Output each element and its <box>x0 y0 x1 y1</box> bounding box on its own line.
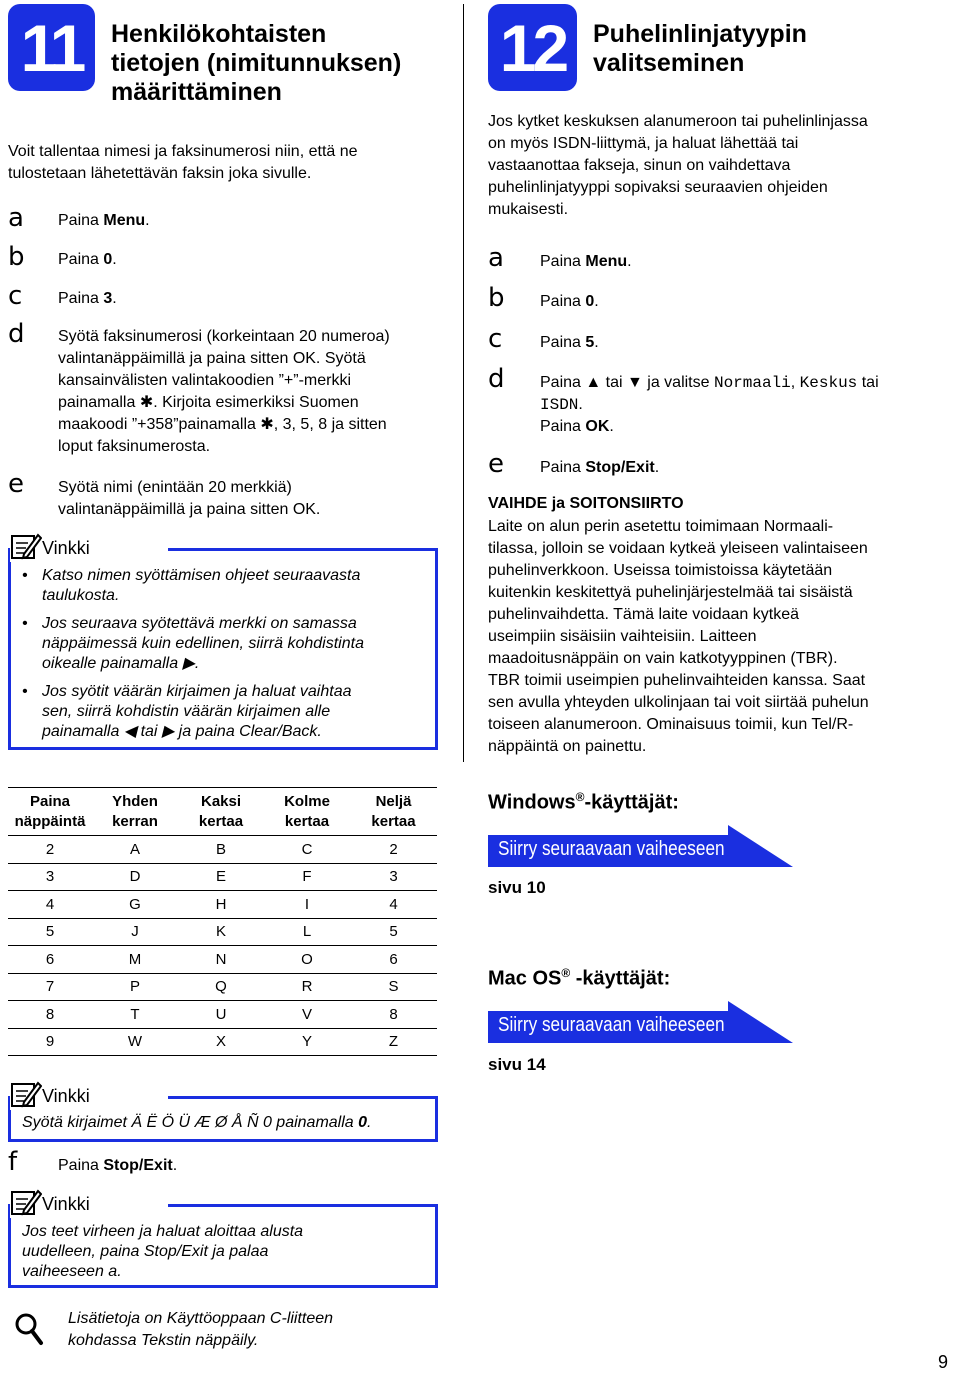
step-b-text <box>540 291 599 313</box>
step-line: Syötä faksinumerosi (korkeintaan 20 numeroa) <box>58 328 390 345</box>
vaihde-heading: VAIHDE ja SOITONSIIRTO <box>488 495 684 512</box>
windows-heading <box>488 790 679 815</box>
table-header: Paina näppäintä <box>8 788 92 836</box>
mac-heading <box>488 966 670 991</box>
intro-line: mukaisesti. <box>488 201 569 218</box>
note-pencil-icon <box>10 1188 42 1218</box>
banner-label: Siirry seuraavaan vaiheeseen <box>498 838 725 860</box>
step-pre: Paina <box>540 334 586 351</box>
vaihde-line: TBR toimii useimpien puhelinvaihteiden kanssa. Saat <box>488 672 866 689</box>
table-row: 2 A B C 2 <box>8 836 437 864</box>
table-header: Kaksi kertaa <box>178 788 264 836</box>
key-5: 5 <box>585 334 595 351</box>
step-f-text <box>58 1155 177 1177</box>
step-letter-e: e <box>488 449 504 479</box>
title-line: määrittäminen <box>111 78 282 106</box>
step-pre: Paina ▲ tai ▼ ja valitse <box>540 374 714 391</box>
step-post: . <box>609 418 614 435</box>
note-title: Vinkki <box>42 1194 90 1214</box>
table-row: 5 J K L 5 <box>8 918 437 946</box>
reference-line: kohdassa Tekstin näppäily. <box>68 1332 259 1349</box>
title-line: Puhelinlinjatyypin <box>593 20 807 48</box>
option-keskus: Keskus <box>799 374 858 392</box>
vaihde-line: sen avulla yhteyden ulkolinjaan tai voit siirtää puhelun <box>488 694 869 711</box>
note-top-rule <box>168 548 438 551</box>
windows-next-step-banner[interactable] <box>488 825 793 867</box>
note-text-post: . <box>367 1114 372 1131</box>
step-b-text <box>58 249 117 271</box>
vaihde-line: tilassa, jolloin se voidaan kytkeä yleiseen valintaiseen <box>488 540 868 557</box>
bullet-line: sen, siirrä kohdistin väärän kirjaimen alle <box>42 703 331 720</box>
step-d-text <box>540 372 940 438</box>
step-a-text <box>58 210 150 232</box>
vaihde-line: toiseen alanumeroon. Ominaisuus toimii, kun Tel/R- <box>488 716 854 733</box>
vaihde-text <box>488 516 948 758</box>
step-number-badge: 12 <box>488 4 577 91</box>
mac-next-step-banner[interactable] <box>488 1001 793 1043</box>
note-pencil-icon <box>10 1080 42 1110</box>
key-3: 3 <box>103 290 113 307</box>
os-name: Mac OS <box>488 967 562 990</box>
table-header: Kolme kertaa <box>264 788 350 836</box>
intro-text <box>488 111 948 221</box>
step-line: loput faksinumerosta. <box>58 438 211 455</box>
windows-page-ref[interactable]: sivu 10 <box>488 878 546 897</box>
step-pre: Paina <box>58 290 104 307</box>
step-line: valintanäppäimillä ja paina sitten OK. <box>58 501 321 518</box>
step-post: . <box>145 212 150 229</box>
step-letter-b: b <box>488 283 505 313</box>
note-pencil-icon <box>10 532 42 562</box>
step-pre: Paina <box>540 253 586 270</box>
key-table <box>8 787 437 1056</box>
registered-mark: ® <box>575 790 585 804</box>
key-0: 0 <box>103 251 113 268</box>
step-letter-a: a <box>8 203 24 233</box>
note-title: Vinkki <box>42 538 90 558</box>
intro-text <box>8 141 448 185</box>
step-pre: Paina <box>540 418 586 435</box>
step-post: tai <box>857 374 879 391</box>
step-pre: Paina <box>58 212 104 229</box>
vaihde-line: puhelinvaihdetta. Tämä laite voidaan kytkeä <box>488 606 800 623</box>
step-pre: Paina <box>540 293 586 310</box>
heading-suffix: -käyttäjät: <box>584 791 679 814</box>
step-e-text <box>540 457 659 479</box>
step-post: . <box>594 293 599 310</box>
magnifier-icon <box>14 1312 44 1346</box>
separator: , <box>790 374 800 391</box>
stop-exit-key: Stop/Exit <box>585 459 655 476</box>
vaihde-line: näppäintä on painettu. <box>488 738 647 755</box>
heading-suffix: -käyttäjät: <box>570 967 671 990</box>
note-box-2 <box>8 1080 438 1142</box>
section-title <box>593 20 933 78</box>
option-isdn: ISDN <box>540 396 579 414</box>
table-row: 9 W X Y Z <box>8 1028 437 1056</box>
ok-key: OK <box>585 418 610 435</box>
step-c-text <box>58 288 117 310</box>
vaihde-line: kuitenkin keskitettyä puhelinjärjestelmää tai sisäistä <box>488 584 853 601</box>
vaihde-line: maadoitusnäppäin on vain katkotyyppinen (TBR). <box>488 650 838 667</box>
bullet-line: Katso nimen syöttämisen ohjeet seuraavasta <box>42 567 361 584</box>
option-normaali: Normaali <box>713 374 791 392</box>
note-title: Vinkki <box>42 1086 90 1106</box>
step-post: . <box>627 253 632 270</box>
table-header: Yhden kerran <box>92 788 178 836</box>
step-letter-e: e <box>8 469 24 499</box>
bullet-line: Jos seuraava syötettävä merkki on samassa <box>42 615 357 632</box>
note-text <box>22 1222 434 1282</box>
intro-line: on myös ISDN-liittymä, ja haluat lähettää tai <box>488 135 799 152</box>
note-line: uudelleen, paina Stop/Exit ja palaa <box>22 1243 269 1260</box>
step-pre: Paina <box>58 1157 104 1174</box>
step-post: . <box>112 251 117 268</box>
note-bullet: • Jos syötit väärän kirjaimen ja haluat vaihtaa sen, siirrä kohdistin väärän kirjaimen alle painamalla ◀ tai ▶ ja paina Clear/Back. <box>22 682 432 742</box>
stop-exit-key: Stop/Exit <box>103 1157 173 1174</box>
step-pre: Paina <box>58 251 104 268</box>
step-line: maakoodi ”+358”painamalla ✱, 3, 5, 8 ja sitten <box>58 416 387 433</box>
note-line: Jos teet virheen ja haluat aloittaa alusta <box>22 1223 304 1240</box>
bullet-line: painamalla ◀ tai ▶ ja paina Clear/Back. <box>42 723 322 740</box>
table-header: Neljä kertaa <box>350 788 437 836</box>
note-top-rule <box>168 1204 438 1207</box>
key-0: 0 <box>358 1114 368 1131</box>
step-letter-c: c <box>8 281 23 311</box>
note-bullet: • Katso nimen syöttämisen ohjeet seuraavasta taulukosta. <box>22 566 432 606</box>
intro-line: vastaanottaa fakseja, sinun on vaihdettava <box>488 157 791 174</box>
mac-page-ref[interactable]: sivu 14 <box>488 1055 546 1074</box>
step-e-text <box>58 477 448 521</box>
step-letter-d: d <box>488 364 505 394</box>
registered-mark: ® <box>561 966 571 980</box>
note-bullets <box>22 566 432 742</box>
os-name: Windows <box>488 791 576 814</box>
step-letter-c: c <box>488 324 503 354</box>
note-text <box>22 1113 434 1133</box>
step-line: painamalla ✱. Kirjoita esimerkiksi Suomen <box>58 394 359 411</box>
table-row: 7 P Q R S <box>8 973 437 1001</box>
step-letter-a: a <box>488 243 504 273</box>
page-number: 9 <box>938 1352 949 1372</box>
step-a-text <box>540 251 632 273</box>
column-divider <box>463 4 464 762</box>
menu-key: Menu <box>103 212 146 229</box>
step-letter-b: b <box>8 242 25 272</box>
step-line: valintanäppäimillä ja paina sitten OK. Syötä <box>58 350 366 367</box>
step-line <box>540 372 940 394</box>
reference-line: Lisätietoja on Käyttöoppaan C-liitteen <box>68 1310 334 1327</box>
bullet-line: taulukosta. <box>42 587 120 604</box>
section-title <box>111 20 451 107</box>
step-post: . <box>594 334 599 351</box>
note-top-rule <box>168 1096 438 1099</box>
note-text-pre: Syötä kirjaimet Ä Ë Ö Ü Æ Ø Å Ñ 0 painamalla <box>22 1114 359 1131</box>
note-bullet: • Jos seuraava syötettävä merkki on samassa näppäimessä kuin edellinen, siirrä kohdistinta oikealle painamalla ▶. <box>22 614 432 674</box>
step-number-badge: 11 <box>8 4 95 91</box>
step-line <box>540 416 940 438</box>
key-0: 0 <box>585 293 595 310</box>
intro-line: tulostetaan lähetettävän faksin joka sivulle. <box>8 165 312 182</box>
note-box-3 <box>8 1188 438 1288</box>
step-post: . <box>654 459 660 476</box>
bullet-line: Jos syötit väärän kirjaimen ja haluat vaihtaa <box>42 683 352 700</box>
table-row: 4 G H I 4 <box>8 891 437 919</box>
vaihde-line: useimpiin sisäisiin vaihteisiin. Laitteen <box>488 628 757 645</box>
step-line: ISDN. <box>540 396 583 414</box>
step-post: . <box>112 290 117 307</box>
note-box-1 <box>8 532 438 750</box>
step-letter-f: f <box>8 1147 18 1177</box>
bullet-line: oikealle painamalla ▶. <box>42 655 200 672</box>
title-line: valitseminen <box>593 49 745 77</box>
table-row: 3 D E F 3 <box>8 863 437 891</box>
step-letter-d: d <box>8 319 25 349</box>
intro-line: puhelinlinjatyyppi sopivaksi seuraavien ohjeiden <box>488 179 828 196</box>
step-line: kansainvälisten valintakoodien ”+”-merkki <box>58 372 352 389</box>
title-line: Henkilökohtaisten <box>111 20 327 48</box>
vaihde-line: puhelinverkkoon. Useissa toimistoissa käytetään <box>488 562 833 579</box>
menu-key: Menu <box>585 253 628 270</box>
note-line: vaiheeseen a. <box>22 1263 122 1280</box>
banner-label: Siirry seuraavaan vaiheeseen <box>498 1014 725 1036</box>
intro-line: Jos kytket keskuksen alanumeroon tai puhelinlinjassa <box>488 113 868 130</box>
step-pre: Paina <box>540 459 586 476</box>
vaihde-line: Laite on alun perin asetettu toimimaan Normaali- <box>488 518 834 535</box>
reference-text <box>68 1308 438 1352</box>
step-post: . <box>172 1157 178 1174</box>
step-c-text <box>540 332 599 354</box>
table-row: 6 M N O 6 <box>8 946 437 974</box>
table-row: 8 T U V 8 <box>8 1001 437 1029</box>
step-line: Syötä nimi (enintään 20 merkkiä) <box>58 479 292 496</box>
title-line: tietojen (nimitunnuksen) <box>111 49 402 77</box>
step-d-text <box>58 326 448 458</box>
bullet-line: näppäimessä kuin edellinen, siirrä kohdistinta <box>42 635 364 652</box>
intro-line: Voit tallentaa nimesi ja faksinumerosi niin, että ne <box>8 143 358 160</box>
